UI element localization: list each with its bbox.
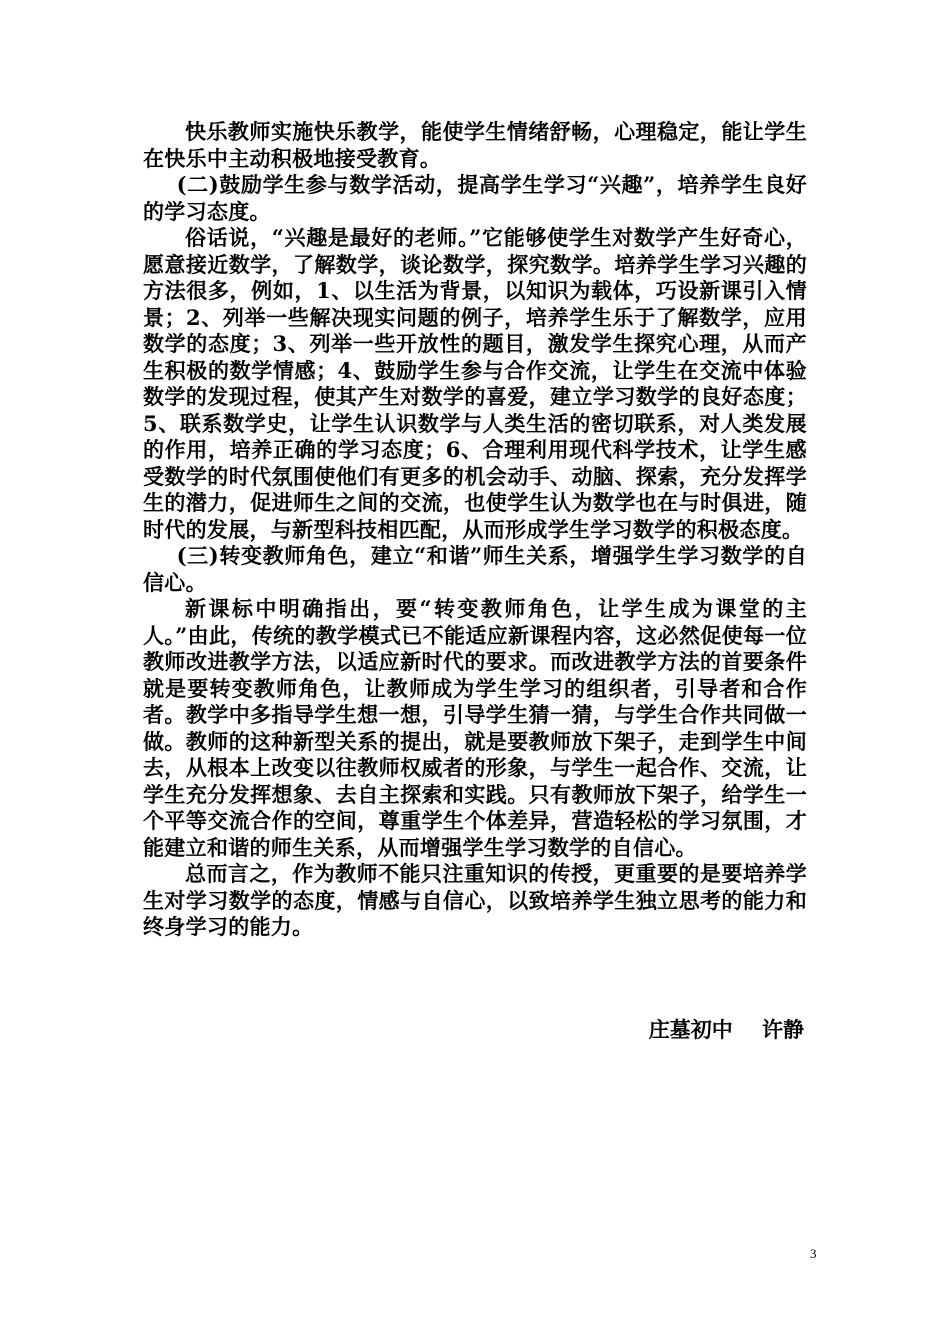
paragraph-interest: 俗话说，“兴趣是最好的老师。”它能够使学生对数学产生好奇心，愿意接近数学，了解数学，谈论数学，探究数学。培养学生学习兴趣的方法很多，例如，1、以生活为背景，以知识为载体，巧设新课引入情景；2、列举一些解决现实问题的例子，培养学生乐于了解数学，应用数学的态度；3、列举一些开放性的题目，激发学生探究心理，从而产生积极的数学情感；4、鼓励学生参与合作交流，让学生在交流中体验数学的发现过程，使其产生对数学的喜爱，建立学习数学的良好态度；5、联系数学史，让学生认识数学与人类生活的密切联系，对人类发展的作用，培养正确的学习态度；6、合理利用现代科学技术，让学生感受数学的时代氛围使他们有更多的机会动手、动脑、探索，充分发挥学生的潜力，促进师生之间的交流，也使学生认为数学也在与时俱进，随时代的发展，与新型科技相匹配，从而形成学生学习数学的积极态度。 [143, 225, 807, 542]
document-body [143, 119, 807, 941]
section-heading-three: (三)转变教师角色，建立“和谐”师生关系，增强学生学习数学的自信心。 [143, 543, 807, 595]
paragraph-intro: 快乐教师实施快乐教学，能使学生情绪舒畅，心理稳定，能让学生在快乐中主动积极地接受教育。 [143, 119, 807, 171]
section-heading-two: (二)鼓励学生参与数学活动，提高学生学习“兴趣”，培养学生良好的学习态度。 [143, 172, 807, 224]
page-number: 3 [810, 1246, 817, 1261]
paragraph-conclusion: 总而言之，作为教师不能只注重知识的传授，更重要的是要培养学生对学习数学的态度，情感与自信心，以致培养学生独立思考的能力和终身学习的能力。 [143, 861, 807, 939]
author-signature: 庄墓初中 许静 [648, 1017, 804, 1042]
paragraph-teacher-role: 新课标中明确指出，要“转变教师角色，让学生成为课堂的主人。”由此，传统的教学模式已不能适应新课程内容，这必然促使每一位教师改进教学方法，以适应新时代的要求。而改进教学方法的首要条件就是要转变教师角色，让教师成为学生学习的组织者，引导者和合作者。教学中多指导学生想一想，引导学生猜一猜，与学生合作共同做一做。教师的这种新型关系的提出，就是要教师放下架子，走到学生中间去，从根本上改变以往教师权威者的形象，与学生一起合作、交流，让学生充分发挥想象、去自主探索和实践。只有教师放下架子，给学生一个平等交流合作的空间，尊重学生个体差异，营造轻松的学习氛围，才能建立和谐的师生关系，从而增强学生学习数学的自信心。 [143, 596, 807, 860]
